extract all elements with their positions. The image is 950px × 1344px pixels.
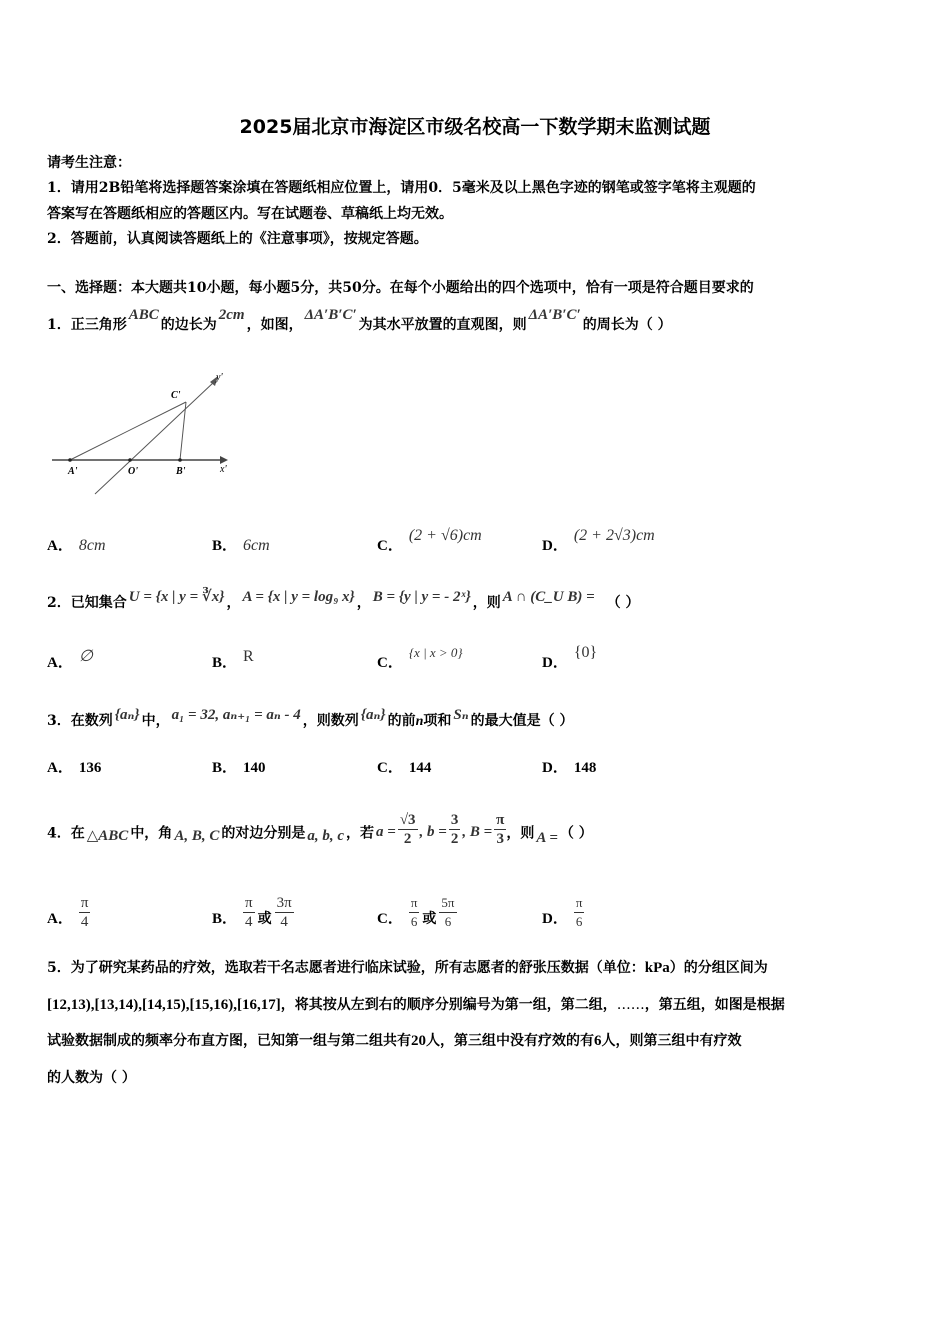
math-angles: A, B, C	[174, 827, 220, 844]
segment-a-c	[70, 402, 186, 460]
q5-line-1: 5．为了研究某药品的疗效，选取若干名志愿者进行临床试验，所有志愿者的舒张压数据（单位：kPa）的分组区间为	[47, 960, 768, 976]
section-heading: 一、选择题：本大题共10小题，每小题5分，共50分。在每个小题给出的四个选项中，恰有一项是符合题目要求的	[47, 280, 754, 296]
point-o	[128, 458, 132, 462]
math-sequence: {aₙ}	[114, 707, 140, 723]
q3-option-a[interactable]: A． 136	[47, 760, 102, 776]
label-y-axis: y'	[216, 372, 223, 383]
point-b	[178, 458, 182, 462]
x-axis-arrow	[220, 456, 228, 464]
question-5	[47, 950, 907, 1096]
math-angle-a: A =	[536, 829, 558, 846]
math-recurrence: a₁ = 32, aₙ₊₁ = aₙ - 4	[171, 707, 301, 723]
fraction-3-over-2: $\frac{3}{2}$	[450, 812, 459, 847]
q2-option-b[interactable]: B． R	[212, 648, 254, 671]
q3-option-d[interactable]: D． 148	[542, 760, 597, 776]
label-b: B'	[176, 466, 186, 477]
math-triangle-prime: ΔA′B′C′	[304, 307, 357, 323]
q5-line-4: 的人数为（ ）	[47, 1069, 136, 1086]
math-triangle-abc: △ABC	[86, 827, 129, 844]
notice-line-2: 2．答题前，认真阅读答题纸上的《注意事项》，按规定答题。	[47, 231, 428, 247]
fraction-sqrt3-over-2: $\frac{√3}{2}$	[399, 812, 416, 847]
notice-heading: 请考生注意：	[47, 155, 131, 171]
question-3: 3．在数列 {aₙ} 中， a₁ = 32, aₙ₊₁ = aₙ - 4 ，则数列 {aₙ} 的前n项和 Sₙ 的最大值是（ ）	[47, 707, 574, 729]
notice-line-1: 1．请用2B铅笔将选择题答案涂填在答题纸相应位置上，请用0．5毫米及以上黑色字迹的钢笔或签字笔将主观题的	[47, 180, 756, 196]
q1-option-d[interactable]: D．(2 + 2√3)cm	[542, 527, 655, 554]
q3-option-c[interactable]: C． 144	[377, 760, 432, 776]
label-x-axis: x'	[220, 464, 227, 475]
y-axis-line	[95, 382, 214, 494]
math-sequence-2: {aₙ}	[360, 707, 386, 723]
q3-option-b[interactable]: B． 140	[212, 760, 266, 776]
q1-option-c[interactable]: C．(2 + √6)cm	[377, 527, 482, 554]
q4-option-d[interactable]: D． $\frac{\pi}{6}$	[542, 895, 583, 929]
q4-option-a[interactable]: A． $\frac{\pi}{4}$	[47, 895, 89, 930]
math-set-u: U = {x | y = ∛x}	[128, 589, 225, 605]
math-set-a: A = {x | y = log₉ x}	[242, 589, 355, 605]
math-sn: Sₙ	[453, 707, 469, 723]
math-set-b: B = {y | y = - 2ˣ}	[372, 589, 471, 605]
oblique-drawing-figure	[48, 368, 238, 498]
fraction-pi-over-3: $\frac{\pi}{3}$	[496, 812, 505, 847]
label-o: O'	[128, 466, 138, 477]
q2-option-a[interactable]: A． ∅	[47, 648, 93, 671]
math-intersection: A ∩ (C_U B) =	[502, 589, 595, 605]
math-2cm: 2cm	[218, 307, 245, 323]
q1-option-b[interactable]: B． 6cm	[212, 537, 270, 554]
question-1: 1．正三角形ABC的边长为2cm，如图，ΔA′B′C′为其水平放置的直观图，则ΔA′B′C′的周长为（ ）	[47, 307, 672, 333]
q2-option-d[interactable]: D．{0}	[542, 644, 598, 671]
math-triangle-prime-2: ΔA′B′C′	[528, 307, 581, 323]
label-a: A'	[68, 466, 78, 477]
point-a	[68, 458, 72, 462]
page-title: 2025届北京市海淀区市级名校高一下数学期末监测试题	[239, 116, 711, 138]
q5-line-3: 试验数据制成的频率分布直方图，已知第一组与第二组共有20人，第三组中没有疗效的有6人，则第三组中有疗效	[47, 1033, 742, 1049]
q4-option-c[interactable]: C． $\frac{\pi}{6}$ 或 $\frac{5\pi}{6}$	[377, 895, 455, 929]
q2-option-c[interactable]: C．{x | x > 0}	[377, 645, 463, 671]
math-abc: ABC	[128, 307, 159, 323]
math-sides: a, b, c	[307, 827, 344, 844]
notice-line-1b: 答案写在答题纸相应的答题区内。写在试题卷、草稿纸上均无效。	[47, 206, 453, 222]
q5-line-2: [12,13),[13,14),[14,15),[15,16),[16,17]，将其按从左到右的顺序分别编号为第一组，第二组，……，第五组，如图是根据	[47, 996, 785, 1013]
q1-option-a[interactable]: A． 8cm	[47, 537, 106, 554]
q4-option-b[interactable]: B． $\frac{\pi}{4}$ 或 $\frac{3\pi}{4}$	[212, 895, 292, 930]
question-2: 2．已知集合 U = {x | y = ∛x} ， A = {x | y = log₉ x} ， B = {y | y = - 2ˣ} ，则 A ∩ (C_U B) = （ ）	[47, 589, 640, 611]
label-c: C'	[171, 390, 181, 401]
question-4: 4．在 △ABC 中，角 A, B, C 的对边分别是 a, b, c ，若 a = $\frac{√3}{2}$ , b = $\frac{3}{2}$ , B = $\frac{\pi}{3}$ ，则 A = （ ）	[47, 812, 593, 847]
